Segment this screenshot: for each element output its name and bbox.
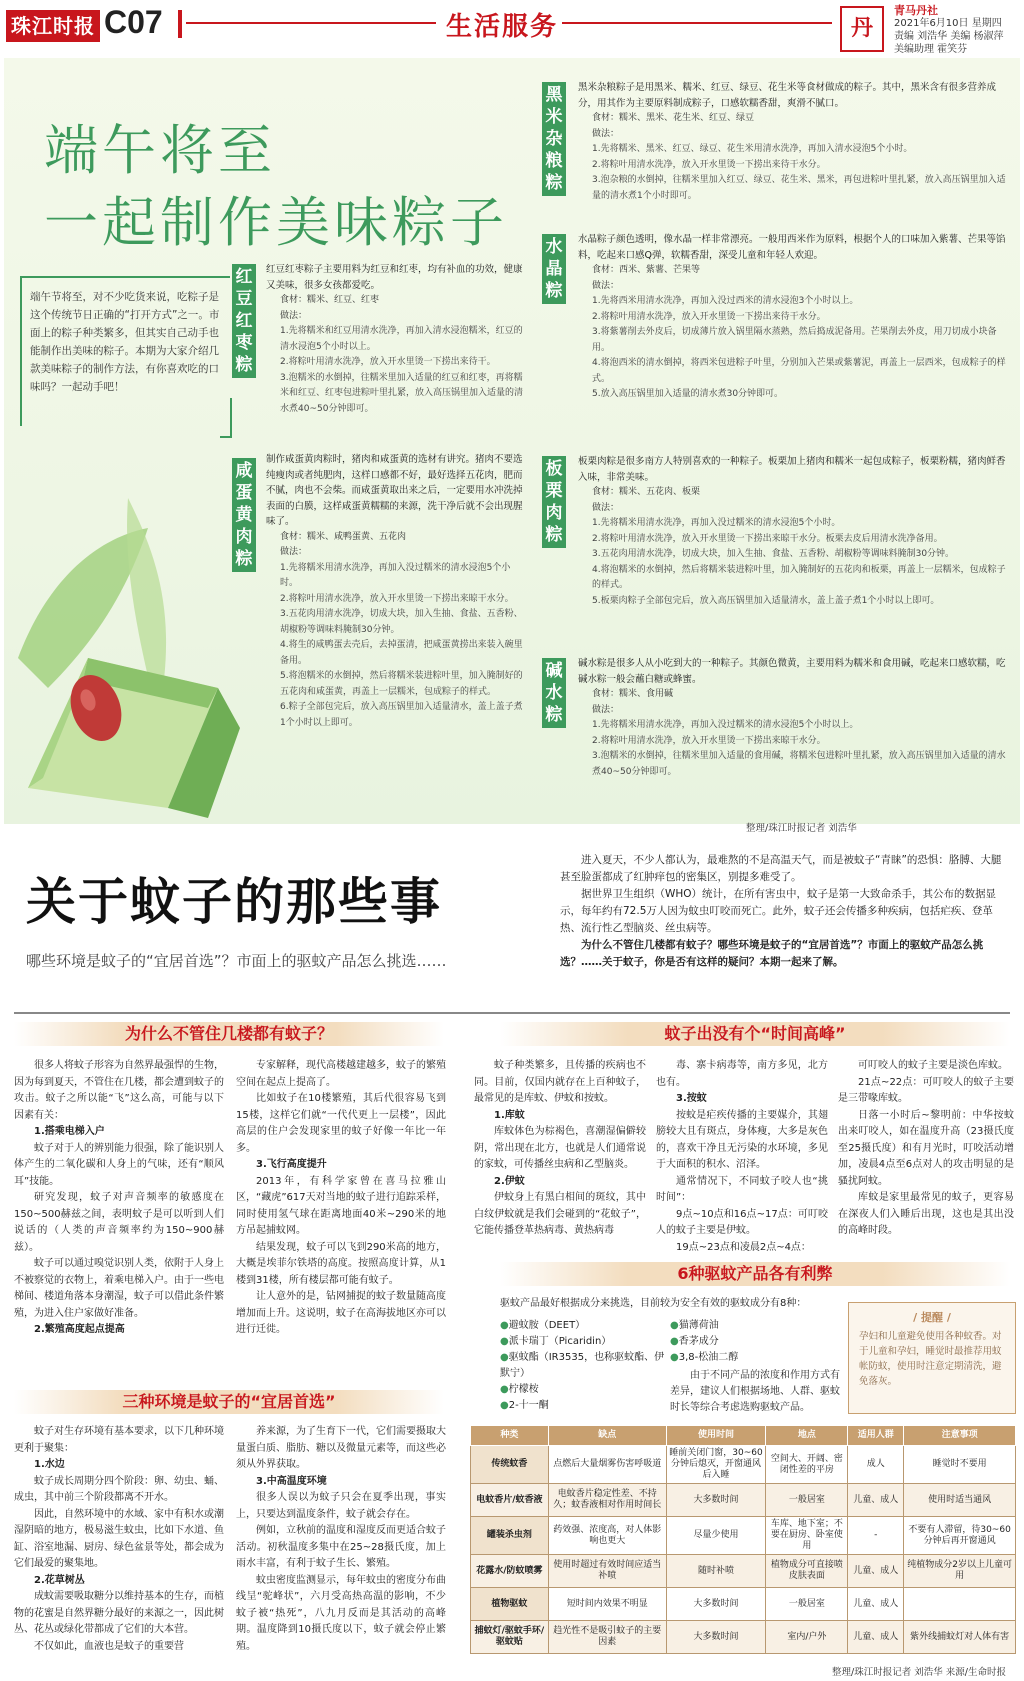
paragraph: 库蚊是家里最常见的蚊子，更容易在深夜人们入睡后出现，这也是其出没的高峰时段。 (838, 1192, 1014, 1236)
table-header: 适用人群 (848, 1426, 904, 1446)
lead-paragraph: 为什么不管住几楼都有蚊子？哪些环境是蚊子的“宜居首选”？市面上的驱蚊产品怎么挑选？……关于蚊子，你是否有这样的疑问？本期一起来了解。 (560, 939, 984, 968)
paragraph: 19点~23点和凌晨2点~4点： (676, 1241, 811, 1253)
table-cell: 趋光性不是吸引蚊子的主要因素 (548, 1621, 666, 1654)
table-header: 使用时间 (666, 1426, 766, 1446)
sec3-column-1 (474, 1058, 646, 1240)
seal-logo: 丹 (840, 6, 884, 52)
section-divider (14, 1012, 1010, 1014)
paragraph: 1.搭乘电梯入户 (34, 1126, 105, 1137)
recipe-ingredients: 食材：糯米、咸鸭蛋黄、五花肉 (280, 531, 407, 542)
header-rule-left (186, 22, 436, 24)
paragraph: 成蚊需要吸取糖分以维持基本的生存，而植物的花蜜是自然界糖分最好的来源之一，因此树丛、花丛或绿化带都成了它们的大本营。 (14, 1591, 224, 1635)
recipe-alkaline (578, 656, 1014, 780)
recipe-steps-label: 做法： (592, 280, 620, 291)
ingredient-item: ●猫薄荷油 (670, 1320, 719, 1331)
paragraph: 蚊虫密度监测显示，每年蚊虫的密度分布曲线呈“驼峰状”，六月受高热高温的影响，不少蚊子被“热死”，八九月反而是其活动的高峰期。温度降到10摄氏度以下，蚊子就会停止繁殖。 (236, 1574, 446, 1652)
paragraph: 蚊子种类繁多，且传播的疾病也不同。目前，仅国内就存在上百种蚊子，最常见的是库蚊、伊蚊和按蚊。 (474, 1060, 646, 1104)
paragraph: 不仅如此，血液也是蚊子的重要营 (34, 1640, 184, 1652)
table-cell: 捕蚊灯/驱蚊手环/驱蚊贴 (471, 1621, 549, 1654)
table-cell: 儿童、成人 (848, 1621, 904, 1654)
table-cell: - (848, 1517, 904, 1555)
recipe-chestnut (578, 454, 1014, 609)
recipe-ingredients: 食材：西米、紫薯、芒果等 (592, 265, 701, 275)
tip-box (848, 1302, 1016, 1414)
paragraph: 因此，自然环境中的水域、家中有积水或潮湿阴暗的地方，极易滋生蚊虫，比如下水道、鱼缸、浴室地漏、厨房、绿色盆景等处，都会成为它们最爱的聚集地。 (14, 1508, 224, 1569)
recipe-steps-label: 做法： (592, 704, 620, 715)
table-cell: 大多数时间 (666, 1588, 766, 1621)
paragraph: 很多人将蚊子形容为自然界最强悍的生物，因为每到夏天，不管住在几楼，都会遭到蚊子的攻击。蚊子之所以能“飞”这么高，可能与以下因素有关： (14, 1060, 224, 1121)
table-cell: 不要有人滞留，待30~60分钟后再开窗通风 (904, 1517, 1016, 1555)
recipe-step: 4.将生的咸鸭蛋去壳后，去掉蛋清，把咸蛋黄捞出来装入碗里备用。 (280, 640, 523, 666)
paragraph: 9点~10点和16点~17点：可叮咬人的蚊子主要是伊蚊。 (656, 1208, 828, 1236)
table-cell: 药效强、浓度高，对人体影响也更大 (548, 1517, 666, 1555)
paragraph: 3.按蚊 (676, 1093, 707, 1104)
table-cell: 大多数时间 (666, 1484, 766, 1517)
recipe-intro: 水晶粽子颜色透明，像水晶一样非常漂亮。一般用西米作为原料，根据个人的口味加入紫薯、芒果等馅料，吃起来口感Q弹，软糯香甜，深受儿童和年轻人欢迎。 (578, 234, 1006, 261)
recipe-black-rice (578, 80, 1014, 204)
recipe-title-salted-egg: 咸 蛋 黄 肉 粽 (232, 458, 256, 572)
table-header: 缺点 (548, 1426, 666, 1446)
paragraph: 3.飞行高度提升 (256, 1159, 327, 1170)
recipe-step: 5.板栗肉粽子全部包完后，放入高压锅里加入适量清水，盖上盖子煮1个小时以上即可。 (592, 595, 940, 606)
recipe-intro: 碱水粽是很多人从小吃到大的一种粽子。其颜色微黄，主要用料为糯米和食用碱，吃起来口感软糯，吃碱水粽一般会蘸白糖或蜂蜜。 (578, 658, 1006, 685)
recipe-intro: 黑米杂粮粽子是用黑米、糯米、红豆、绿豆、花生米等食材做成的粽子。其中，黑米含有很多营养成分，用其作为主要原料制成粽子，口感软糯香甜，爽滑不腻口。 (578, 82, 997, 109)
recipe-step: 2.将粽叶用清水洗净，放入开水里烫一下捞出来晾干水分。 (280, 593, 514, 604)
paragraph: 专家解释，现代高楼越建越多，蚊子的繁殖空间在起点上提高了。 (236, 1060, 446, 1088)
table-cell: 一般居室 (766, 1588, 848, 1621)
recipe-ingredients: 食材：糯米、食用碱 (592, 689, 674, 699)
ingredient-item: ●3,8-松油二醇 (670, 1352, 739, 1363)
table-cell: 花露水/防蚊喷雾 (471, 1555, 549, 1588)
paragraph: 很多人误以为蚊子只会在夏季出现，事实上，只要达到温度条件，蚊子就会存在。 (236, 1492, 446, 1520)
editors: 责编 刘浩华 美编 杨淑萍 (894, 31, 1004, 42)
recipe-intro: 红豆红枣粽子主要用料为红豆和红枣，均有补血的功效，健康又美味，很多女孩都爱吃。 (266, 264, 523, 291)
paragraph: 例如，立秋前的温度和湿度反而更适合蚊子活动。初秋温度多集中在25~28摄氏度，加上雨水丰富，有利于蚊子生长、繁殖。 (236, 1525, 446, 1569)
feature-title-line1: 端午将至 (44, 119, 276, 182)
table-cell: 儿童、成人 (848, 1484, 904, 1517)
recipe-ingredients: 食材：糯米、五花肉、板栗 (592, 487, 701, 497)
paragraph: 比如蚊子在10楼繁殖，其后代很容易飞到15楼，这样它们就“一代代更上一层楼”，因此高层的住户会发现家里的蚊子好像一年比一年多。 (236, 1093, 446, 1154)
paragraph: 结果发现，蚊子可以飞到290米高的地方，大概是埃菲尔铁塔的高度。按照高度计算，从1楼到31楼，所有楼层都可能有蚊子。 (236, 1241, 446, 1286)
repellent-table (470, 1425, 1016, 1654)
recipe-step: 3.五花肉用清水洗净，切成大块，加入生抽、食盐、五香粉、胡椒粉等调味料腌制30分钟。 (592, 549, 955, 559)
table-cell: 短时间内效果不明显 (548, 1588, 666, 1621)
recipe-step: 4.将泡西米的清水倒掉，将西米包进粽子叶里，分别加入芒果或紫薯泥，再盖上一层西米，包成粽子的样式。 (592, 358, 1006, 384)
article-subtitle: 哪些环境是蚊子的“宜居首选”？市面上的驱蚊产品怎么挑选…… (26, 952, 447, 970)
recipe-step: 3.泡杂粮的水倒掉，往糯米里加入红豆、绿豆、花生米、黑米，再包进粽叶里扎紧，放入高压锅里加入适量的清水煮1个小时即可。 (592, 175, 1006, 201)
ingredient-item: ●驱蚊酯（IR3535，也称驱蚊酯、伊默宁） (500, 1352, 665, 1379)
table-cell: 空间大、开阔、密闭性差的平房 (766, 1446, 848, 1484)
zongzi-feature (4, 58, 1020, 834)
paragraph: 研究发现，蚊子对声音频率的敏感度在150~500赫兹之间，表明蚊子是可以听到人们说话的（人类的声音频率约为150~900赫兹）。 (14, 1192, 224, 1253)
tip-title: / 提醒 / (913, 1311, 951, 1324)
recipe-intro: 板栗肉粽是很多南方人特别喜欢的一种粽子。板栗加上猪肉和糯米一起包成粽子，板栗粉糯，猪肉鲜香入味，非常美味。 (578, 456, 1006, 483)
recipe-ingredients: 食材：糯米、红豆、红枣 (280, 295, 380, 305)
paragraph: 日落一小时后~黎明前：中华按蚊出来叮咬人，如在温度升高（23摄氏度至25摄氏度）和有月光时，叮咬活动增加，凌晨4点至6点对人的攻击明显的是骚扰阿蚊。 (838, 1109, 1014, 1187)
issue-date: 2021年6月10日 星期四 (894, 18, 1002, 29)
paragraph: 按蚊是疟疾传播的主要媒介，其翅膀较大且有斑点，身体瘦，大多是灰色的，喜欢干净且无污染的水环境，多见于大面积的积水、沼泽。 (656, 1109, 828, 1170)
table-cell: 点燃后大量烟雾伤害呼吸道 (548, 1446, 666, 1484)
editor-assistant: 美编助理 霍笑芬 (894, 44, 968, 55)
article-credit: 整理/珠江时报记者 刘浩华 来源/生命时报 (832, 1667, 1006, 1678)
recipe-step: 2.将粽叶用清水洗净，放入开水里烫一下捞出来待干水分。 (592, 159, 826, 170)
recipe-step: 6.粽子全部包完后，放入高压锅里加入适量清水，盖上盖子煮1个小时以上即可。 (280, 702, 523, 728)
paragraph: 让人意外的是，钻网捕捉的蚊子数量随高度增加而上升。这说明，蚊子在高海拔地区亦可以进行迁徙。 (236, 1291, 446, 1335)
newspaper-logo: 珠江时报 (6, 10, 100, 42)
recipe-steps-label: 做法： (592, 128, 620, 139)
recipe-step: 1.先将糯米用清水洗净，再加入没过糯米的清水浸泡5个小时。 (280, 562, 511, 588)
recipe-step: 2.将粽叶用清水洗净，放入开水里烫一下捞出来晾干水分。 (592, 735, 826, 746)
paragraph: 1.库蚊 (494, 1109, 525, 1121)
ingredient-item: ●2-十一酮 (500, 1400, 549, 1411)
page-number: C07 (104, 4, 163, 40)
paragraph: 蚊子对生存环境有基本要求，以下几种环境更利于聚集： (14, 1426, 224, 1454)
table-cell: 纯植物成分2岁以上儿童可用 (904, 1555, 1016, 1588)
table-row (471, 1484, 1016, 1517)
table-cell: 尽量少使用 (666, 1517, 766, 1555)
paragraph: 可叮咬人的蚊子主要是淡色库蚊。 (858, 1060, 1008, 1071)
recipe-step: 4.将泡糯米的水倒掉，然后将糯米装进粽叶里，加入腌制好的五花肉和板栗，再盖上一层糯米，包成粽子的样式。 (592, 564, 1006, 590)
ingredient-item: ●派卡瑞丁（Picaridin） (500, 1336, 612, 1347)
recipe-step: 5.放入高压锅里加入适量的清水煮30分钟即可。 (592, 389, 784, 399)
table-header-row (471, 1426, 1016, 1446)
table-cell: 植物成分可直接喷皮肤表面 (766, 1555, 848, 1588)
table-cell: 电蚊香片稳定性差、不持久；蚊香液相对作用时间长 (548, 1484, 666, 1517)
table-header: 注意事项 (904, 1426, 1016, 1446)
table-cell: 紫外线捕蚊灯对人体有害 (904, 1621, 1016, 1654)
table-cell: 使用时超过有效时间应适当补喷 (548, 1555, 666, 1588)
recipe-steps-label: 做法： (280, 310, 308, 321)
recipe-step: 2.将粽叶用清水洗净，放入开水里烫一下捞出来待干。 (280, 357, 496, 367)
repellent-intro: 驱蚊产品最好根据成分来挑选，目前较为安全有效的驱蚊成分有8种： (500, 1298, 807, 1309)
recipe-step: 1.先将西米用清水洗净，再加入没过西米的清水浸泡3个小时以上。 (592, 296, 859, 306)
sec2-column-2 (236, 1424, 446, 1655)
paragraph: 3.中高温度环境 (256, 1475, 327, 1487)
table-cell (904, 1588, 1016, 1621)
table-cell: 一般居室 (766, 1484, 848, 1517)
recipe-step: 5.将泡糯米的水倒掉，然后将糯米装进粽叶里，加入腌制好的五花肉和咸蛋黄，再盖上一层糯米，包成粽子的样式。 (280, 671, 523, 697)
intro-corner-decoration (220, 398, 232, 438)
table-row (471, 1555, 1016, 1588)
paragraph: 蚊子对于人的辨别能力很强，除了能识别人体产生的二氧化碳和人身上的气味，还有“顺风耳”技能。 (14, 1142, 224, 1187)
recipe-crystal (578, 232, 1014, 403)
ingredient-item: ●香茅成分 (670, 1336, 719, 1347)
recipe-title-alkaline: 碱 水 粽 (542, 658, 566, 728)
ingredient-item: ●避蚊胺（DEET） (500, 1320, 586, 1331)
recipe-steps-label: 做法： (280, 547, 308, 557)
recipe-intro: 制作咸蛋黄肉粽时，猪肉和咸蛋黄的选材有讲究。猪肉不要选纯瘦肉或者纯肥肉，这样口感都不好，最好选择五花肉，肥而不腻，肉也不会柴。而咸蛋黄取出来之后，一定要用水冲洗掉表面的白膜，这样咸蛋黄糯糯的来源，洗干净后就不会出现腥味了。 (266, 454, 523, 527)
recipe-step: 1.先将糯米、黑米、红豆、绿豆、花生米用清水洗净，再加入清水浸泡5个小时。 (592, 144, 913, 154)
table-header: 地点 (766, 1426, 848, 1446)
repellent-note: 由于不同产品的浓度和作用方式有差异，建议人们根据场地、人群、驱蚊时长等综合考虑选购驱蚊产品。 (670, 1370, 840, 1413)
table-cell: 电蚊香片/蚊香液 (471, 1484, 549, 1517)
table-cell: 植物驱蚊 (471, 1588, 549, 1621)
header-brand: 青马丹社 (894, 4, 938, 17)
feature-intro-box (20, 276, 230, 426)
header-info (894, 4, 1022, 56)
sec3-column-2 (656, 1058, 828, 1256)
paragraph: 1.水边 (34, 1459, 65, 1470)
recipe-step: 3.将紫薯削去外皮后，切成薄片放入锅里隔水蒸熟，然后捣成泥备用。芒果削去外皮，用刀切成小块备用。 (592, 327, 997, 353)
sec3-column-3 (838, 1058, 1014, 1240)
page-header (0, 0, 1024, 56)
paragraph: 2.繁殖高度起点提高 (34, 1324, 125, 1335)
table-cell: 大多数时间 (666, 1621, 766, 1654)
table-cell: 室内/户外 (766, 1621, 848, 1654)
recipe-red-bean (266, 262, 524, 417)
subhead-why-all-floors: 为什么不管住几楼都有蚊子？ (14, 1022, 444, 1046)
table-cell: 罐装杀虫剂 (471, 1517, 549, 1555)
recipe-ingredients: 食材：糯米、黑米、花生米、红豆、绿豆 (592, 113, 755, 123)
subhead-repellents: 6种驱蚊产品各有利弊 (500, 1262, 1010, 1286)
paragraph: 伊蚊身上有黑白相间的斑纹，其中白纹伊蚊就是我们会碰到的“花蚊子”，它能传播登革热病毒、黄热病毒 (474, 1192, 646, 1236)
table-row (471, 1446, 1016, 1484)
table-cell: 传统蚊香 (471, 1446, 549, 1484)
paragraph: 21点~22点：可叮咬人的蚊子主要是三带喙库蚊。 (838, 1076, 1014, 1104)
recipe-salted-egg (266, 452, 524, 731)
header-divider-bar (178, 10, 182, 38)
recipe-title-black-rice: 黑 米 杂 粮 粽 (542, 82, 566, 196)
subhead-peak-times: 蚊子出没有个“时间高峰” (500, 1022, 1010, 1046)
feature-credit: 整理/珠江时报记者 刘浩华 (746, 823, 857, 834)
article-lead (560, 852, 1010, 971)
recipe-step: 1.先将糯米用清水洗净，再加入没过糯米的清水浸泡5个小时。 (592, 518, 841, 528)
recipe-title-chestnut: 板 栗 肉 粽 (542, 456, 566, 548)
paragraph: 库蚊体色为棕褐色，喜潮湿偏僻较阴，常出现在北方，也就是人们通常说的家蚊，可传播丝虫病和乙型脑炎。 (474, 1126, 646, 1170)
recipe-step: 2.将粽叶用清水洗净，放入开水里烫一下捞出来待干水分。 (592, 311, 826, 322)
recipe-steps-label: 做法： (592, 502, 620, 513)
recipe-step: 2.将粽叶用清水洗净，放入开水里烫一下捞出来晾干水分。板栗去皮后用清水洗净备用。 (592, 533, 943, 544)
article-title: 关于蚊子的那些事 (26, 872, 442, 931)
paragraph: 2013年，有科学家曾在喜马拉雅山区，“藏虎”617天对当地的蚊子进行追踪采样，同时使用氢气球在距离地面40米~290米的地方吊起捕蚊网。 (236, 1175, 446, 1236)
sec1-column-1 (14, 1058, 224, 1339)
subhead-habitats: 三种环境是蚊子的“宜居首选” (14, 1390, 444, 1414)
sec1-column-2 (236, 1058, 446, 1339)
lead-paragraph: 进入夏天，不少人都认为，最难熬的不是高温天气，而是被蚊子“青睐”的恐惧：胳膊、大腿甚至脸蛋都成了红肿痒包的密集区，别提多难受了。 (560, 854, 1002, 883)
table-cell: 随时补喷 (666, 1555, 766, 1588)
paragraph: 蚊子成长周期分四个阶段：卵、幼虫、蛹、成虫，其中前三个阶段都离不开水。 (14, 1475, 224, 1503)
ingredient-list (500, 1318, 840, 1416)
feature-title-line2: 一起制作美味粽子 (44, 191, 508, 254)
recipe-step: 3.泡糯米的水倒掉，往糯米里加入适量的红豆和红枣，再将糯米和红豆、红枣包进粽叶里扎紧，放入高压锅里加入适量的清水煮40~50分钟即可。 (280, 372, 524, 414)
table-row (471, 1588, 1016, 1621)
table-cell: 睡觉时不要用 (904, 1446, 1016, 1484)
recipe-step: 3.泡糯米的水倒掉，往糯米里加入适量的食用碱，将糯米包进粽叶里扎紧，放入高压锅里加入适量的清水煮40~50分钟即可。 (592, 751, 1006, 777)
recipe-title-red-bean: 红 豆 红 枣 粽 (232, 264, 256, 378)
zongzi-illustration (8, 458, 248, 818)
table-cell: 儿童、成人 (848, 1555, 904, 1588)
paragraph: 2.花草树丛 (34, 1574, 85, 1586)
paragraph: 蚊子可以通过嗅觉识别人类，依附于人身上不被察觉的衣物上，着乘电梯入户。由于一些电梯间、楼道角落本身潮湿，蚊子可以借此条件繁殖，为进入住户家做好准备。 (14, 1258, 224, 1319)
recipe-title-crystal: 水 晶 粽 (542, 234, 566, 304)
table-cell: 使用时适当通风 (904, 1484, 1016, 1517)
paragraph: 2.伊蚊 (494, 1175, 525, 1187)
ingredient-item: ●柠檬桉 (500, 1384, 539, 1395)
paragraph: 养来源，为了生育下一代，它们需要摄取大量蛋白质、脂肪、糖以及微量元素等，而这些必须从外界获取。 (236, 1426, 446, 1470)
table-cell: 车库、地下室；不要在厨房、卧室使用 (766, 1517, 848, 1555)
paragraph: 毒、寨卡病毒等，南方多见，北方也有。 (656, 1060, 828, 1088)
sec2-column-1 (14, 1424, 224, 1655)
table-header: 种类 (471, 1426, 549, 1446)
lead-paragraph: 据世界卫生组织（WHO）统计，在所有害虫中，蚊子是第一大致命杀手，其公布的数据显示，每年约有72.5万人因为蚊虫叮咬而死亡。此外，蚊子还会传播多种疾病，包括疟疾、登革热、流行性乙型脑炎、丝虫病等。 (560, 888, 997, 934)
table-row (471, 1517, 1016, 1555)
table-cell: 睡前关闭门窗，30~60分钟后熄灭，开窗通风后入睡 (666, 1446, 766, 1484)
section-title: 生活服务 (446, 12, 559, 42)
table-row (471, 1621, 1016, 1654)
paragraph: 通常情况下，不同蚊子咬人也“挑时间”： (656, 1175, 828, 1203)
tip-text: 孕妇和儿童避免使用各种蚊香。对于儿童和孕妇，睡觉时最推荐用蚊帐防蚊，使用时注意定期清洗，避免落灰。 (859, 1331, 1002, 1387)
table-cell: 成人 (848, 1446, 904, 1484)
recipe-step: 1.先将糯米用清水洗净，再加入没过糯米的清水浸泡5个小时以上。 (592, 720, 859, 730)
recipe-step: 1.先将糯米和红豆用清水洗净，再加入清水浸泡糯米，红豆的清水浸泡5个小时以上。 (280, 326, 523, 352)
header-rule-right (562, 22, 832, 24)
feature-intro-text: 端午节将至，对不少吃货来说，吃粽子是这个传统节日正确的“打开方式”之一。市面上的粽子种类繁多，但其实自己动手也能制作出美味的粽子。本期为大家介绍几款美味粽子的制作方法，有你喜欢吃的口味吗？一起动手吧！ (30, 291, 220, 393)
table-cell: 儿童、成人 (848, 1588, 904, 1621)
recipe-step: 3.五花肉用清水洗净，切成大块，加入生抽、食盐、五香粉、胡椒粉等调味料腌制30分钟。 (280, 609, 523, 635)
